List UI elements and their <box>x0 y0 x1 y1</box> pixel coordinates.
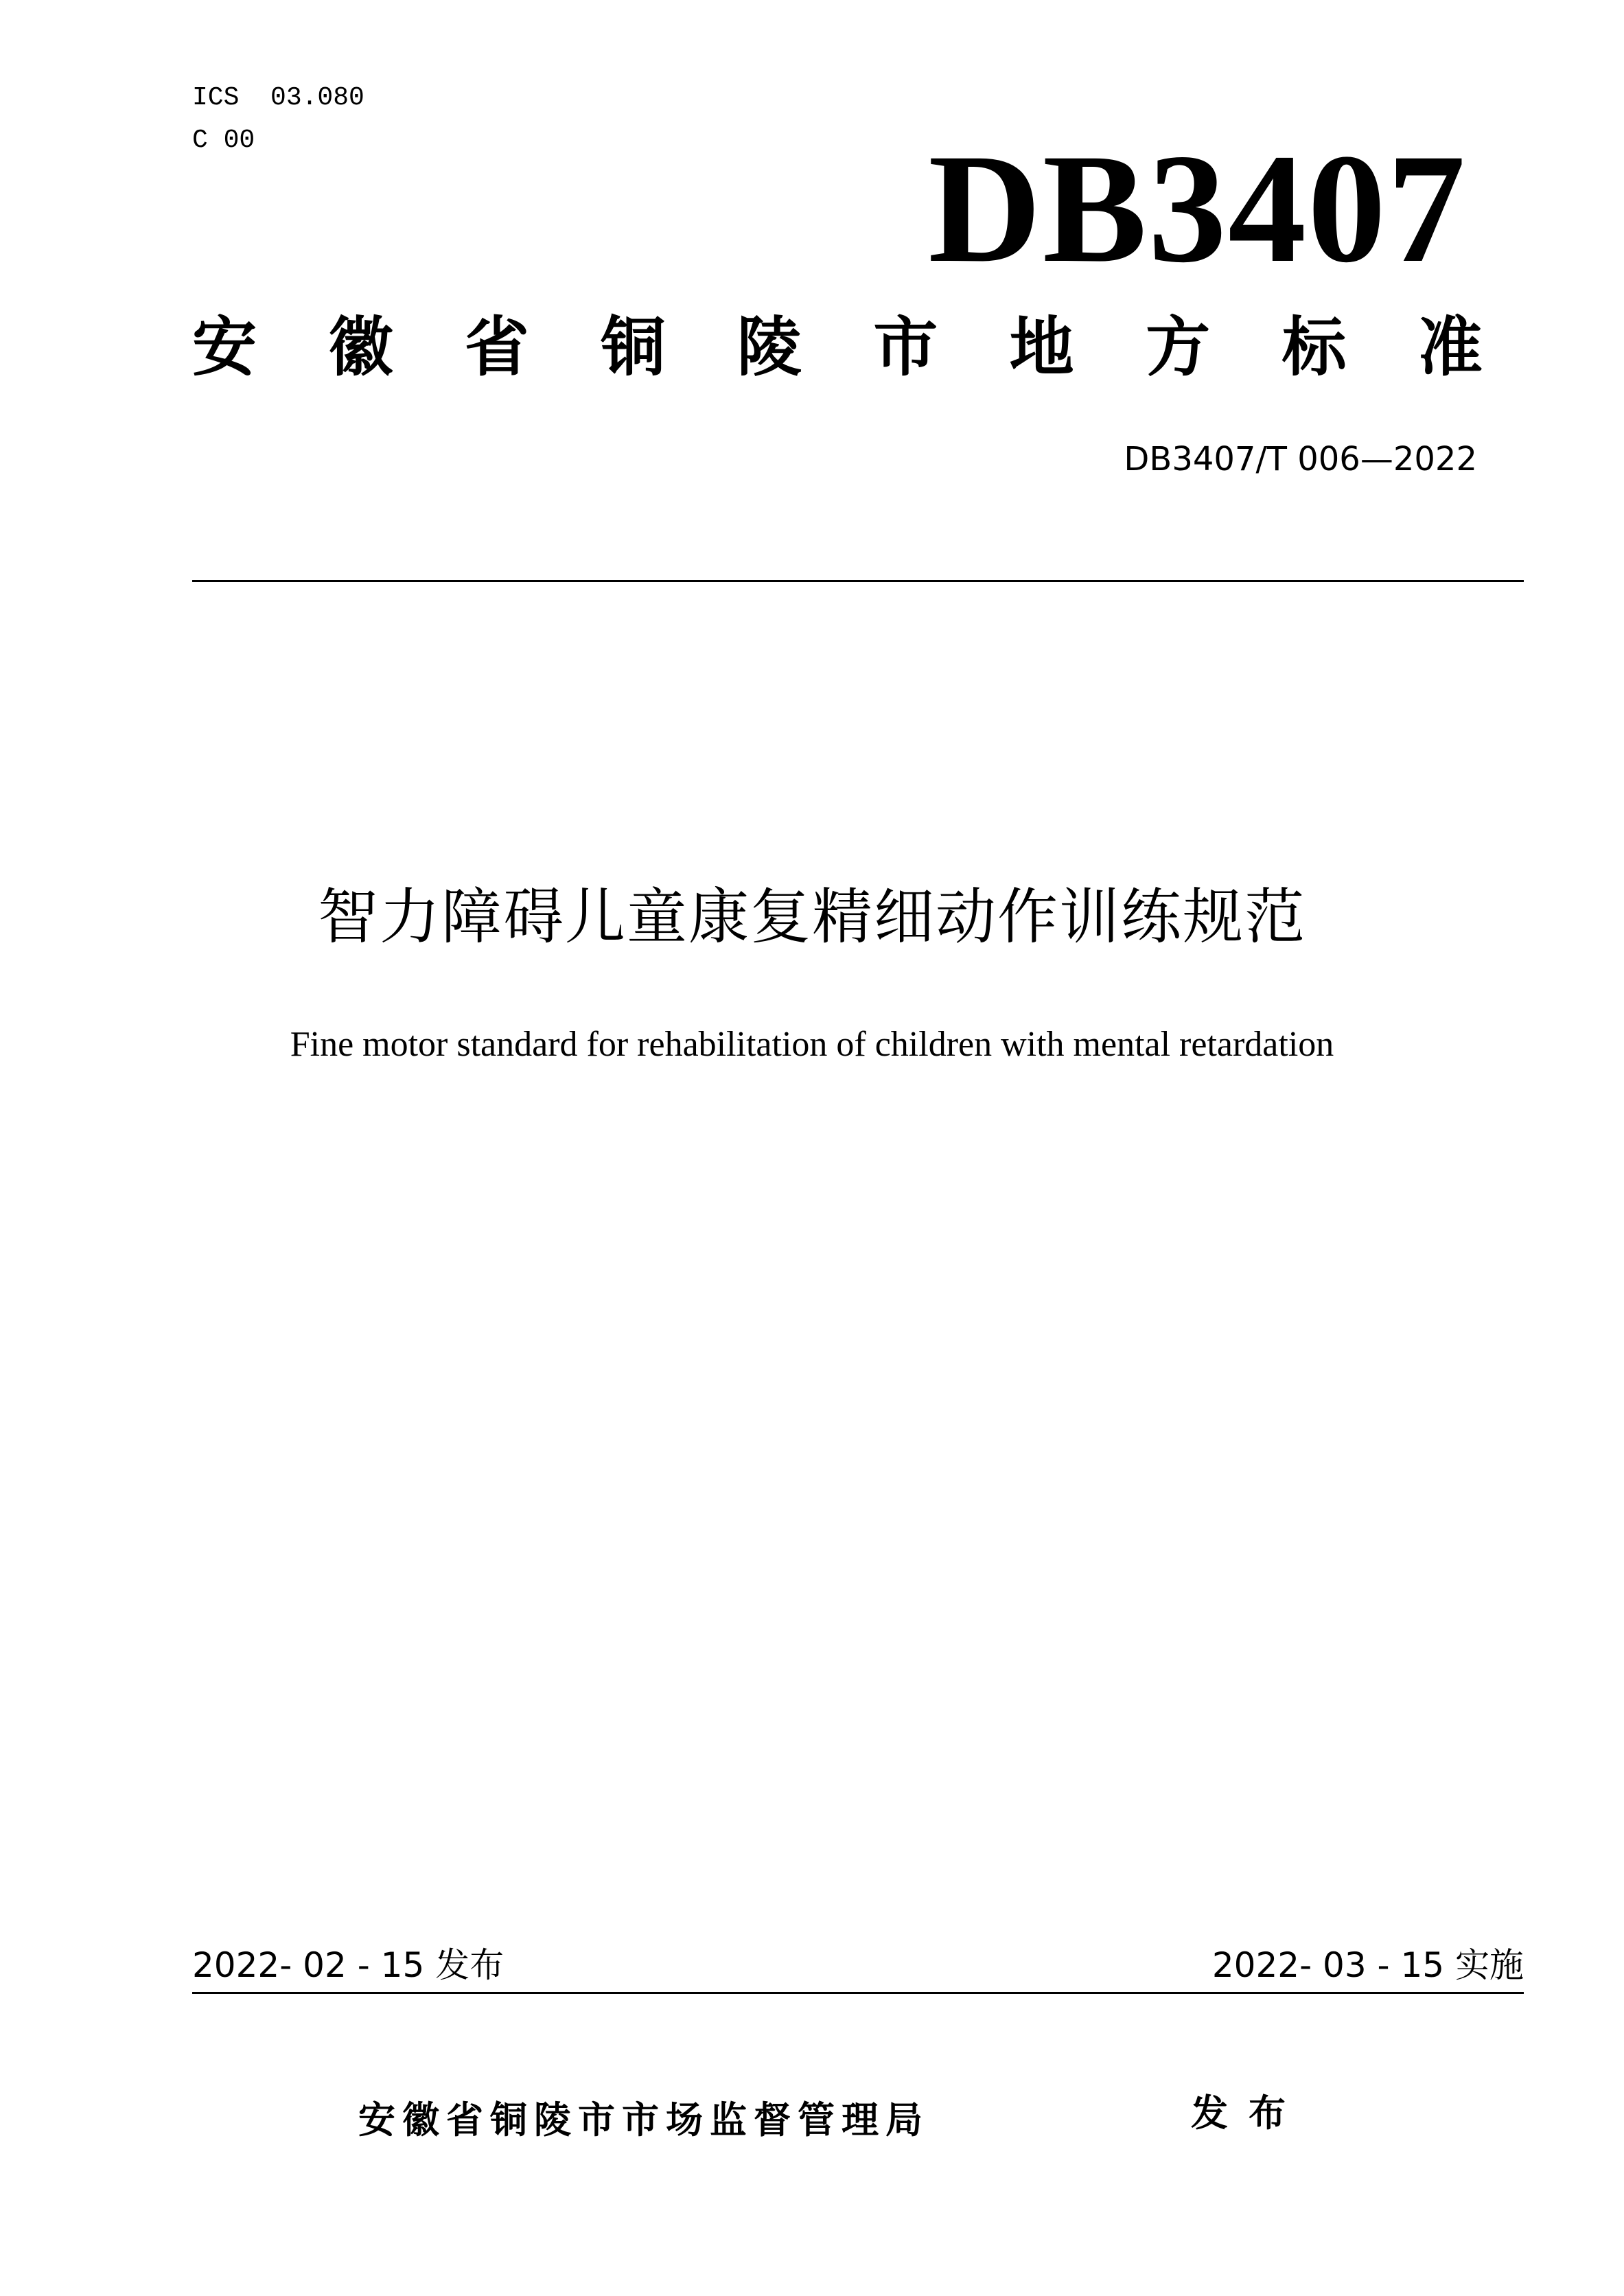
standard-type-char: 标 <box>1281 310 1347 385</box>
implementation-date: 2022- 03 - 15 实施 <box>1211 1945 1524 1985</box>
standard-type-char: 方 <box>1146 310 1211 385</box>
ccs-code: C 00 <box>192 126 255 155</box>
footer-divider <box>192 1992 1524 1994</box>
standard-type-char: 徽 <box>328 310 393 385</box>
header-divider <box>192 580 1524 582</box>
standard-type-char: 陵 <box>736 310 802 385</box>
standard-number: DB3407/T 006—2022 <box>1124 440 1477 478</box>
standard-type-char: 地 <box>1009 310 1074 385</box>
standard-type-char: 铜 <box>601 310 666 385</box>
standard-code-logo: DB3407 <box>928 122 1467 295</box>
publish-date: 2022- 02 - 15 发布 <box>192 1945 504 1985</box>
standard-type-title <box>192 310 1483 385</box>
standard-type-char: 市 <box>873 310 938 385</box>
standard-type-char: 省 <box>464 310 529 385</box>
document-title-english: Fine motor standard for rehabilitation of children with mental retardation <box>290 1025 1334 1064</box>
standard-type-char: 准 <box>1417 310 1483 385</box>
issue-label: 发布 <box>1191 2091 1306 2135</box>
document-title-chinese: 智力障碍儿童康复精细动作训练规范 <box>317 881 1306 952</box>
ics-code: ICS 03.080 <box>192 83 364 113</box>
issuing-authority: 安徽省铜陵市市场监督管理局 <box>358 2098 929 2142</box>
standard-type-char: 安 <box>192 310 257 385</box>
